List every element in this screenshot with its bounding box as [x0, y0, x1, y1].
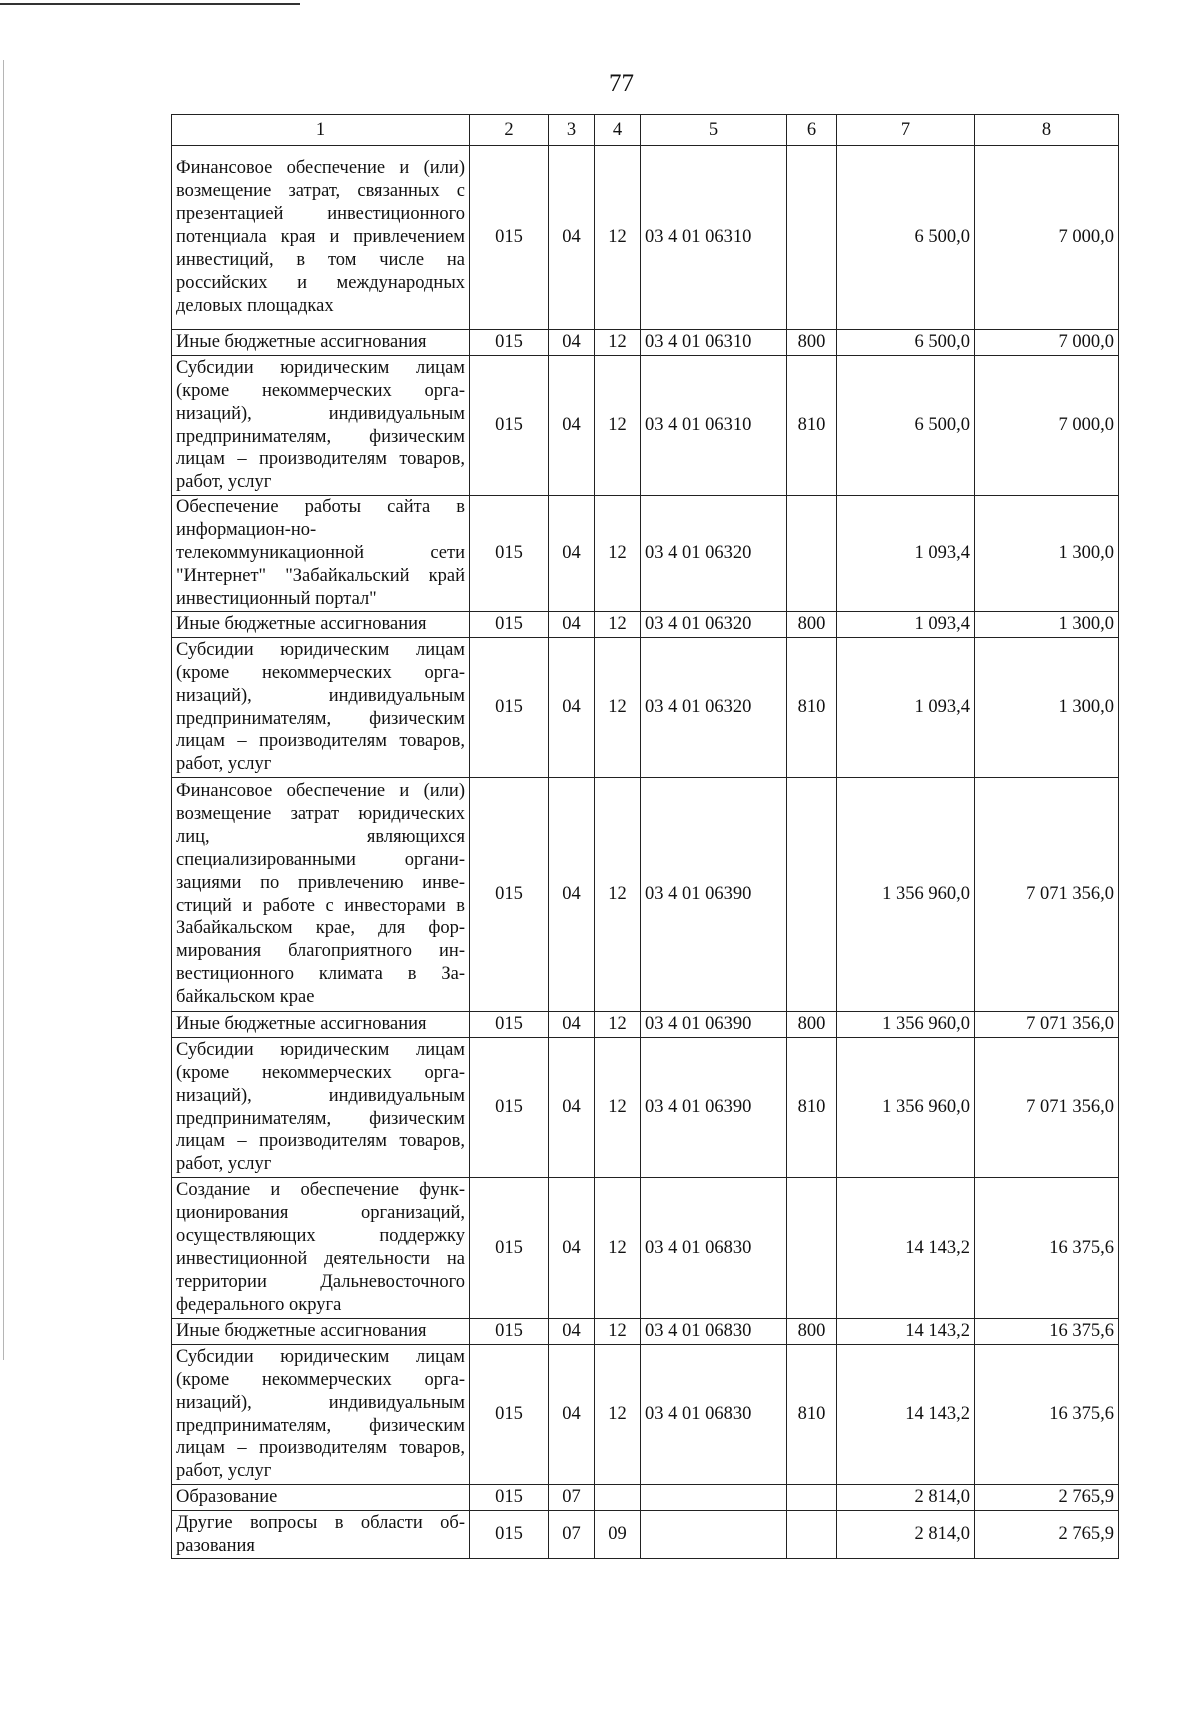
- cell-col2: 015: [470, 1345, 549, 1485]
- cell-col3: 04: [549, 1345, 595, 1485]
- cell-col5: [641, 1485, 787, 1511]
- cell-col6: 810: [787, 1345, 837, 1485]
- column-header-7: 7: [837, 115, 975, 146]
- cell-col8: 7 000,0: [975, 146, 1119, 330]
- row-name-cell: Создание и обеспечение функционирования организаций, осуществляющих поддержку инвестиционной деятельности на территории Дальневосточного федерального округа: [172, 1178, 470, 1319]
- cell-col4: 12: [595, 1319, 641, 1345]
- cell-col8: 7 071 356,0: [975, 1038, 1119, 1178]
- cell-col8: 16 375,6: [975, 1345, 1119, 1485]
- cell-col2: 015: [470, 496, 549, 612]
- table-row: [172, 146, 1119, 330]
- cell-col6: [787, 1178, 837, 1319]
- cell-col8: 7 071 356,0: [975, 1012, 1119, 1038]
- table-row: [172, 496, 1119, 612]
- cell-col3: 04: [549, 1038, 595, 1178]
- cell-col3: 04: [549, 330, 595, 356]
- cell-col2: 015: [470, 356, 549, 496]
- cell-col6: 810: [787, 356, 837, 496]
- cell-col6: 800: [787, 1319, 837, 1345]
- cell-col7: 2 814,0: [837, 1485, 975, 1511]
- cell-col3: 07: [549, 1511, 595, 1559]
- column-header-4: 4: [595, 115, 641, 146]
- cell-col8: 2 765,9: [975, 1485, 1119, 1511]
- row-name-cell: Иные бюджетные ассигнования: [172, 1319, 470, 1345]
- cell-col6: 800: [787, 1012, 837, 1038]
- row-name-cell: Другие вопросы в области образования: [172, 1511, 470, 1559]
- table-row: [172, 1012, 1119, 1038]
- table-row: [172, 1319, 1119, 1345]
- cell-col6: [787, 146, 837, 330]
- table-row: [172, 1178, 1119, 1319]
- page-number: 77: [609, 70, 634, 97]
- row-name-cell: Субсидии юридическим лицам (кроме некоммерческих организаций), индивидуальным предпринимателям, физическим лицам – производителям товаров, работ, услуг: [172, 356, 470, 496]
- table-row: [172, 1345, 1119, 1485]
- cell-col3: 04: [549, 356, 595, 496]
- cell-col5: 03 4 01 06390: [641, 778, 787, 1012]
- row-name-cell: Иные бюджетные ассигнования: [172, 1012, 470, 1038]
- cell-col8: 1 300,0: [975, 496, 1119, 612]
- cell-col3: 04: [549, 612, 595, 638]
- column-header-2: 2: [470, 115, 549, 146]
- cell-col7: 6 500,0: [837, 356, 975, 496]
- cell-col6: 800: [787, 612, 837, 638]
- cell-col4: 12: [595, 330, 641, 356]
- column-header-1: 1: [172, 115, 470, 146]
- cell-col4: 12: [595, 496, 641, 612]
- cell-col6: 810: [787, 638, 837, 778]
- cell-col2: 015: [470, 330, 549, 356]
- cell-col2: 015: [470, 146, 549, 330]
- cell-col4: 12: [595, 1012, 641, 1038]
- cell-col4: 12: [595, 778, 641, 1012]
- cell-col4: 09: [595, 1511, 641, 1559]
- cell-col4: 12: [595, 146, 641, 330]
- table-row: [172, 356, 1119, 496]
- cell-col5: 03 4 01 06320: [641, 612, 787, 638]
- column-header-6: 6: [787, 115, 837, 146]
- row-name-cell: Финансовое обеспечение и (или) возмещение затрат юридических лиц, являющихся специализированными организациями по привлечению инвестиций и работе с инвесторами в Забайкальском крае, для формирования благоприятного инвестиционного климата в Забайкальском крае: [172, 778, 470, 1012]
- cell-col4: 12: [595, 356, 641, 496]
- cell-col2: 015: [470, 612, 549, 638]
- cell-col3: 04: [549, 1178, 595, 1319]
- table-row: [172, 612, 1119, 638]
- cell-col8: 7 000,0: [975, 330, 1119, 356]
- cell-col7: 14 143,2: [837, 1319, 975, 1345]
- cell-col2: 015: [470, 1485, 549, 1511]
- row-name-cell: Обеспечение работы сайта в информацион-но-телекоммуникационной сети "Интернет" "Забайкальский край инвестиционный портал": [172, 496, 470, 612]
- cell-col2: 015: [470, 1038, 549, 1178]
- cell-col8: 16 375,6: [975, 1319, 1119, 1345]
- cell-col5: 03 4 01 06310: [641, 146, 787, 330]
- cell-col5: 03 4 01 06390: [641, 1038, 787, 1178]
- cell-col7: 6 500,0: [837, 146, 975, 330]
- cell-col6: [787, 496, 837, 612]
- cell-col8: 7 000,0: [975, 356, 1119, 496]
- cell-col5: 03 4 01 06310: [641, 330, 787, 356]
- cell-col8: 2 765,9: [975, 1511, 1119, 1559]
- cell-col5: 03 4 01 06830: [641, 1319, 787, 1345]
- cell-col2: 015: [470, 778, 549, 1012]
- cell-col5: 03 4 01 06310: [641, 356, 787, 496]
- cell-col3: 04: [549, 1319, 595, 1345]
- cell-col7: 1 093,4: [837, 496, 975, 612]
- table-row: [172, 1038, 1119, 1178]
- cell-col6: [787, 778, 837, 1012]
- row-name-cell: Иные бюджетные ассигнования: [172, 330, 470, 356]
- cell-col5: 03 4 01 06320: [641, 638, 787, 778]
- cell-col6: 810: [787, 1038, 837, 1178]
- cell-col4: 12: [595, 1038, 641, 1178]
- scan-edge-top: [0, 3, 300, 5]
- row-name-cell: Образование: [172, 1485, 470, 1511]
- cell-col5: [641, 1511, 787, 1559]
- row-name-cell: Субсидии юридическим лицам (кроме некоммерческих организаций), индивидуальным предпринимателям, физическим лицам – производителям товаров, работ, услуг: [172, 638, 470, 778]
- cell-col5: 03 4 01 06390: [641, 1012, 787, 1038]
- cell-col2: 015: [470, 1178, 549, 1319]
- cell-col7: 2 814,0: [837, 1511, 975, 1559]
- cell-col6: 800: [787, 330, 837, 356]
- column-header-8: 8: [975, 115, 1119, 146]
- cell-col4: [595, 1485, 641, 1511]
- cell-col7: 6 500,0: [837, 330, 975, 356]
- cell-col2: 015: [470, 1511, 549, 1559]
- cell-col6: [787, 1485, 837, 1511]
- table-row: [172, 638, 1119, 778]
- cell-col5: 03 4 01 06830: [641, 1178, 787, 1319]
- cell-col6: [787, 1511, 837, 1559]
- cell-col5: 03 4 01 06830: [641, 1345, 787, 1485]
- cell-col8: 7 071 356,0: [975, 778, 1119, 1012]
- table-header-row: [172, 115, 1119, 146]
- cell-col7: 1 356 960,0: [837, 1038, 975, 1178]
- cell-col7: 1 356 960,0: [837, 1012, 975, 1038]
- cell-col7: 1 093,4: [837, 638, 975, 778]
- table-row: [172, 1485, 1119, 1511]
- cell-col4: 12: [595, 1178, 641, 1319]
- table-row: [172, 778, 1119, 1012]
- cell-col3: 04: [549, 778, 595, 1012]
- cell-col3: 04: [549, 146, 595, 330]
- cell-col2: 015: [470, 1319, 549, 1345]
- cell-col3: 04: [549, 638, 595, 778]
- budget-table: [171, 114, 1119, 1559]
- cell-col2: 015: [470, 638, 549, 778]
- cell-col7: 14 143,2: [837, 1178, 975, 1319]
- cell-col7: 14 143,2: [837, 1345, 975, 1485]
- cell-col4: 12: [595, 1345, 641, 1485]
- table-row: [172, 330, 1119, 356]
- cell-col8: 1 300,0: [975, 638, 1119, 778]
- cell-col8: 1 300,0: [975, 612, 1119, 638]
- cell-col5: 03 4 01 06320: [641, 496, 787, 612]
- cell-col3: 04: [549, 1012, 595, 1038]
- row-name-cell: Субсидии юридическим лицам (кроме некоммерческих организаций), индивидуальным предпринимателям, физическим лицам – производителям товаров, работ, услуг: [172, 1038, 470, 1178]
- cell-col4: 12: [595, 612, 641, 638]
- cell-col7: 1 093,4: [837, 612, 975, 638]
- column-header-5: 5: [641, 115, 787, 146]
- cell-col2: 015: [470, 1012, 549, 1038]
- cell-col3: 07: [549, 1485, 595, 1511]
- cell-col4: 12: [595, 638, 641, 778]
- table-row: [172, 1511, 1119, 1559]
- cell-col8: 16 375,6: [975, 1178, 1119, 1319]
- scan-edge-left: [3, 60, 4, 1360]
- column-header-3: 3: [549, 115, 595, 146]
- cell-col7: 1 356 960,0: [837, 778, 975, 1012]
- row-name-cell: Субсидии юридическим лицам (кроме некоммерческих организаций), индивидуальным предпринимателям, физическим лицам – производителям товаров, работ, услуг: [172, 1345, 470, 1485]
- row-name-cell: Иные бюджетные ассигнования: [172, 612, 470, 638]
- cell-col3: 04: [549, 496, 595, 612]
- row-name-cell: Финансовое обеспечение и (или) возмещение затрат, связанных с презентацией инвестиционного потенциала края и привлечением инвестиций, в том числе на российских и международных деловых площадках: [172, 146, 470, 330]
